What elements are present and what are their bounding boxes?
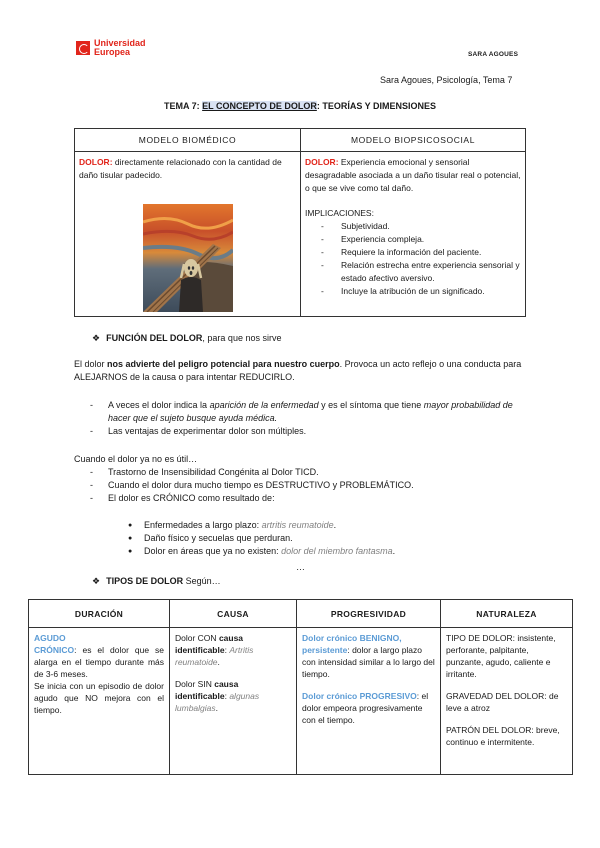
list-item: ● Enfermedades a largo plazo: artritis reumatoide. [74,519,534,532]
implications-title: IMPLICACIONES: [305,208,374,218]
function-section-heading: ❖ FUNCIÓN DEL DOLOR, para que nos sirve [92,333,282,343]
biopsychosocial-cell [301,152,526,317]
list-item: - El dolor es CRÓNICO como resultado de: [74,492,534,505]
pain-types-table [28,599,573,775]
biomedical-header: MODELO BIOMÉDICO [75,129,301,152]
the-scream-painting [143,204,233,312]
biomedical-definition: DOLOR: directamente relacionado con la cantidad de daño tisular padecido. [79,157,282,180]
ellipsis: … [296,562,305,572]
list-item: - Las ventajas de experimentar dolor son múltiples. [74,425,534,438]
function-list [74,399,534,438]
list-item: - Trastorno de Insensibilidad Congénita al Dolor TICD. [74,466,534,479]
progression-cell: Dolor crónico BENIGNO, persistente: dolor a largo plazo con intensidad similar a lo largo del tiempo. Dolor crónico PROGRESIVO: el dolor empeora progresivamente con el tiempo. [297,628,441,775]
useless-list [74,466,534,505]
list-item: - Relación estrecha entre experiencia sensorial y estado afectivo aversivo. [321,259,521,285]
header-subtitle: Sara Agoues, Psicología, Tema 7 [380,75,513,85]
document-title: TEMA 7: EL CONCEPTO DE DOLOR: TEORÍAS Y DIMENSIONES [163,101,437,111]
logo-text: Universidad Europea [94,38,146,57]
duration-cell: AGUDO CRÓNICO: es el dolor que se alarga en el tiempo durante más de 3-6 meses. Se inicia con un episodio de dolor agudo que NO mejora con el tiempo. [29,628,170,775]
list-item: - Experiencia compleja. [321,233,521,246]
cause-cell: Dolor CON causa identificable: Artritis reumatoide. Dolor SIN causa identificable: algunas lumbalgias. [170,628,297,775]
header-progression: PROGRESIVIDAD [297,600,441,628]
biopsychosocial-header: MODELO BIOPSICOSOCIAL [301,129,526,152]
list-item: ● Dolor en áreas que ya no existen: dolor del miembro fantasma. [74,545,534,558]
useless-intro: Cuando el dolor ya no es útil… [74,454,198,464]
biomedical-cell [75,152,301,317]
nature-cell: TIPO DE DOLOR: insistente, perforante, palpitante, punzante, agudo, caliente e irritante. GRAVEDAD DEL DOLOR: de leve a atroz PATRÓN DEL DOLOR: breve, continuo e intermitente. [441,628,573,775]
list-item: - Requiere la información del paciente. [321,246,521,259]
chronic-causes-list [74,519,534,558]
models-table [74,128,526,317]
list-item: ● Daño físico y secuelas que perduran. [74,532,534,545]
list-item: - Cuando el dolor dura mucho tiempo es DESTRUCTIVO y PROBLEMÁTICO. [74,479,534,492]
function-paragraph: El dolor nos advierte del peligro potencial para nuestro cuerpo. Provoca un acto reflejo o una conducta para ALEJARNOS de la causa o para intentar REDUCIRLO. [74,359,522,382]
implications-list [305,220,521,298]
list-item: - Subjetividad. [321,220,521,233]
author-name: SARA AGOUES [468,51,519,58]
header-duration: DURACIÓN [29,600,170,628]
biopsychosocial-definition: DOLOR: Experiencia emocional y sensorial desagradable asociada a un daño tisular real o potencial, o que se vive como tal daño. [305,157,521,193]
list-item: - A veces el dolor indica la aparición de la enfermedad y es el síntoma que tiene mayor probabilidad de hacer que el sujeto busque ayuda médica. [74,399,534,425]
logo-mark-icon [76,41,90,55]
university-logo [76,39,146,57]
list-item: - Incluye la atribución de un significado. [321,285,521,298]
header-cause: CAUSA [170,600,297,628]
diamond-bullet-icon: ❖ [92,333,101,343]
diamond-bullet-icon: ❖ [92,576,101,586]
types-section-heading: ❖ TIPOS DE DOLOR Según… [92,576,221,586]
header-nature: NATURALEZA [441,600,573,628]
